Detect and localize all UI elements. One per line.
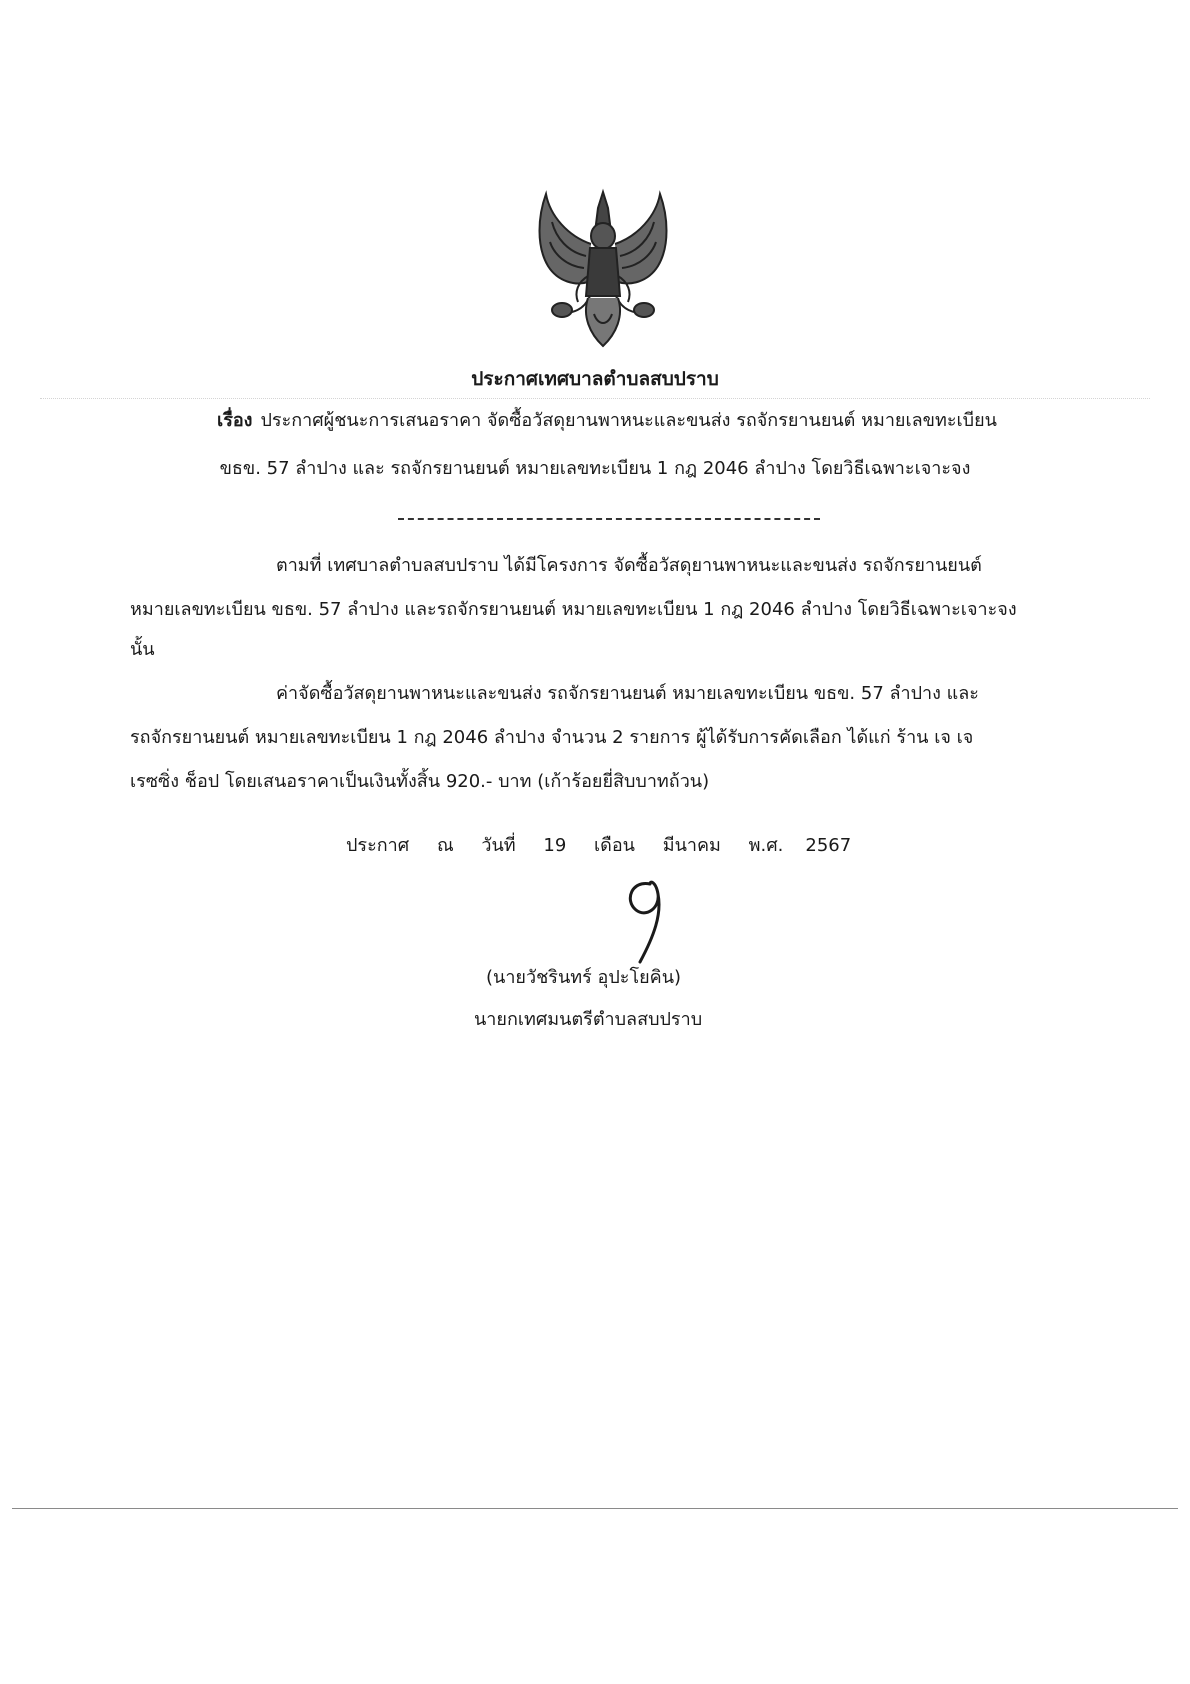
year-value: 2567	[805, 835, 852, 856]
paragraph-2-line-2: รถจักรยานยนต์ หมายเลขทะเบียน 1 กฎ 2046 ลำปาง จำนวน 2 รายการ ผู้ได้รับการคัดเลือก ได้แก่ ร้าน เจ เจ	[130, 727, 974, 748]
month-label: เดือน	[594, 835, 635, 856]
garuda-emblem-icon	[528, 186, 678, 352]
day-value: 19	[543, 835, 567, 856]
paragraph-1-line-1: ตามที่ เทศบาลตำบลสบปราบ ได้มีโครงการ จัดซื้อวัสดุยานพาหนะและขนส่ง รถจักรยานยนต์	[276, 555, 982, 576]
paragraph-2-line-1: ค่าจัดซื้อวัสดุยานพาหนะและขนส่ง รถจักรยานยนต์ หมายเลขทะเบียน ขธข. 57 ลำปาง และ	[276, 683, 979, 704]
subject-line-1	[12, 405, 1190, 434]
day-label: วันที่	[481, 835, 516, 856]
subject-label: เรื่อง	[217, 410, 253, 431]
announcement-date	[346, 830, 873, 859]
signer-position: นายกเทศมนตรีตำบลสบปราบ	[474, 1009, 703, 1030]
paragraph-1-line-3: นั้น	[130, 639, 155, 660]
paragraph-2-line-3: เรซซิ่ง ช็อป โดยเสนอราคาเป็นเงินทั้งสิ้น 920.- บาท (เก้าร้อยยี่สิบบาทถ้วน)	[130, 771, 710, 792]
separator-line	[398, 518, 820, 520]
subject-text-1: ประกาศผู้ชนะการเสนอราคา จัดซื้อวัสดุยานพาหนะและขนส่ง รถจักรยานยนต์ หมายเลขทะเบียน	[260, 410, 997, 431]
faint-dotted-line	[40, 398, 1150, 399]
date-prefix: ประกาศ	[346, 835, 410, 856]
date-at: ณ	[436, 835, 454, 856]
month-value: มีนาคม	[662, 835, 721, 856]
handwritten-signature-icon	[610, 870, 690, 970]
signer-name: (นายวัชรินทร์ อุปะโยคิน)	[486, 967, 682, 988]
page-bottom-rule	[12, 1508, 1178, 1509]
year-label: พ.ศ.	[748, 835, 784, 856]
document-title: ประกาศเทศบาลตำบลสบปราบ	[471, 368, 719, 390]
subject-line-2: ขธข. 57 ลำปาง และ รถจักรยานยนต์ หมายเลขทะเบียน 1 กฎ 2046 ลำปาง โดยวิธีเฉพาะเจาะจง	[219, 458, 971, 479]
paragraph-1-line-2: หมายเลขทะเบียน ขธข. 57 ลำปาง และรถจักรยานยนต์ หมายเลขทะเบียน 1 กฎ 2046 ลำปาง โดยวิธีเฉพาะเจาะจง	[130, 599, 1017, 620]
